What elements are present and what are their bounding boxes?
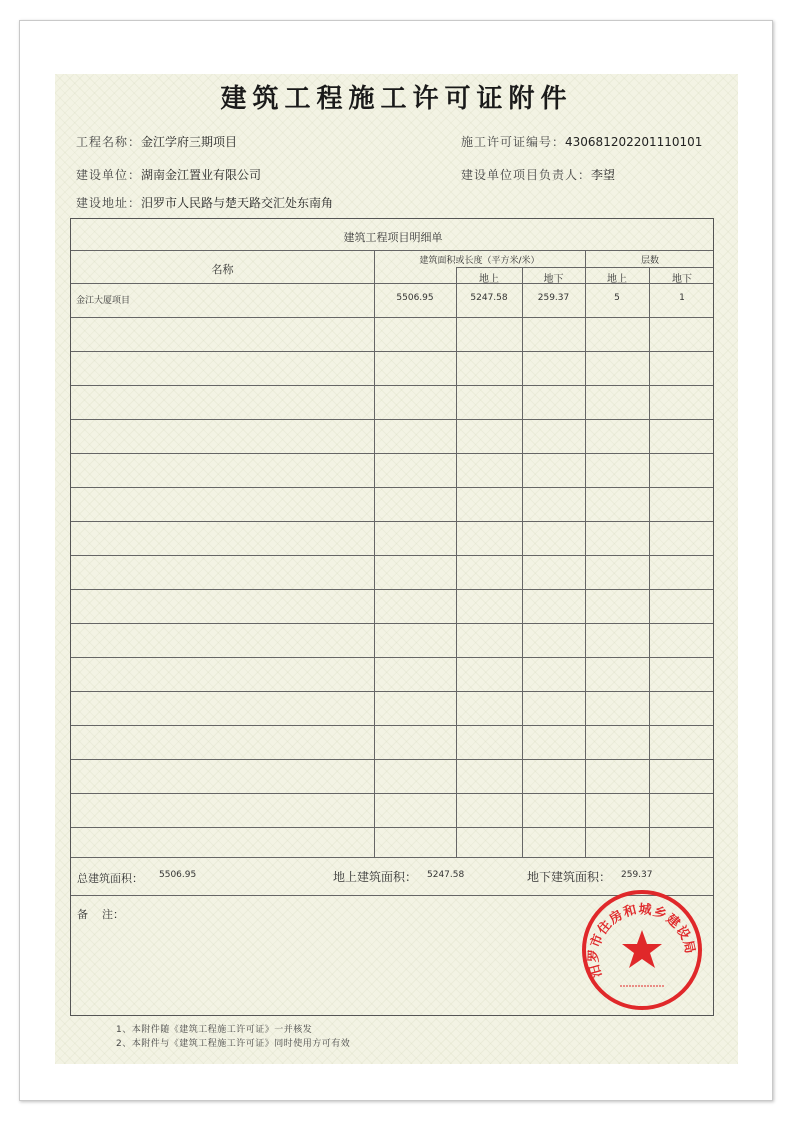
table-line (649, 267, 650, 857)
row-area-below: 259.37 (537, 293, 570, 303)
table-line (71, 487, 713, 488)
table-line (71, 725, 713, 726)
above-area-value: 5247.58 (427, 870, 465, 880)
below-area-label: 地下建筑面积： (527, 870, 612, 884)
footnote-1: 1、本附件随《建筑工程施工许可证》一并核发 (116, 1025, 313, 1035)
table-line (71, 521, 713, 522)
table-line (71, 759, 713, 760)
table-line (585, 250, 586, 857)
project-name-value: 金江学府三期项目 (141, 135, 238, 149)
below-area-value: 259.37 (621, 870, 653, 880)
table-line (71, 691, 713, 692)
row-area-above: 5247.58 (470, 293, 508, 303)
table-caption: 建筑工程项目明细单 (343, 231, 443, 244)
permit-number-field (461, 133, 702, 150)
remarks-label: 备 注： (77, 908, 124, 921)
table-line (456, 267, 457, 857)
row-name: 金江大厦项目 (76, 296, 131, 306)
table-line (374, 250, 375, 857)
column-header-name: 名称 (211, 263, 234, 276)
subheader-floors-below: 地下 (672, 274, 692, 285)
row-total-area: 5506.95 (396, 293, 434, 303)
builder-head-value: 李望 (591, 168, 616, 182)
table-line (71, 793, 713, 794)
builder-head-label: 建设单位项目负责人： (461, 168, 592, 182)
table-line (71, 857, 713, 858)
table-line (71, 419, 713, 420)
table-line (71, 827, 713, 828)
column-header-floors: 层数 (640, 256, 659, 266)
table-line (71, 250, 713, 251)
builder-field (76, 166, 261, 183)
builder-value: 湖南金江置业有限公司 (141, 168, 262, 182)
star-icon (622, 930, 662, 968)
table-line (522, 267, 523, 857)
project-name-field (76, 133, 237, 150)
builder-head-field (461, 166, 615, 183)
table-line (71, 555, 713, 556)
permit-number-label: 施工许可证编号： (461, 135, 566, 149)
address-value: 汨罗市人民路与楚天路交汇处东南角 (141, 196, 334, 210)
row-floors-below: 1 (679, 293, 685, 303)
total-area-value: 5506.95 (159, 870, 197, 880)
builder-label: 建设单位： (76, 168, 142, 182)
table-line (71, 351, 713, 352)
project-name-label: 工程名称： (76, 135, 142, 149)
table-line (71, 657, 713, 658)
document-title: 建筑工程施工许可证附件 (220, 84, 573, 114)
table-line (71, 385, 713, 386)
official-seal (580, 888, 704, 1012)
above-area-label: 地上建筑面积： (333, 870, 418, 884)
table-line (71, 589, 713, 590)
row-floors-above: 5 (614, 293, 620, 303)
footnote-2: 2、本附件与《建筑工程施工许可证》同时使用方可有效 (116, 1039, 351, 1049)
column-header-area: 建筑面积或长度（平方米/米） (419, 256, 540, 266)
total-area-label: 总建筑面积： (77, 872, 143, 885)
subheader-floors-above: 地上 (607, 274, 627, 285)
address-label: 建设地址： (76, 196, 142, 210)
seal-text-path: 汨罗市住房和城乡建设局 (586, 902, 698, 980)
address-field (76, 194, 333, 211)
subheader-area-above: 地上 (479, 274, 499, 285)
permit-number-value: 430681202201110101 (565, 135, 703, 149)
table-line (71, 317, 713, 318)
subheader-area-below: 地下 (543, 274, 564, 285)
table-line (71, 623, 713, 624)
table-line (71, 453, 713, 454)
